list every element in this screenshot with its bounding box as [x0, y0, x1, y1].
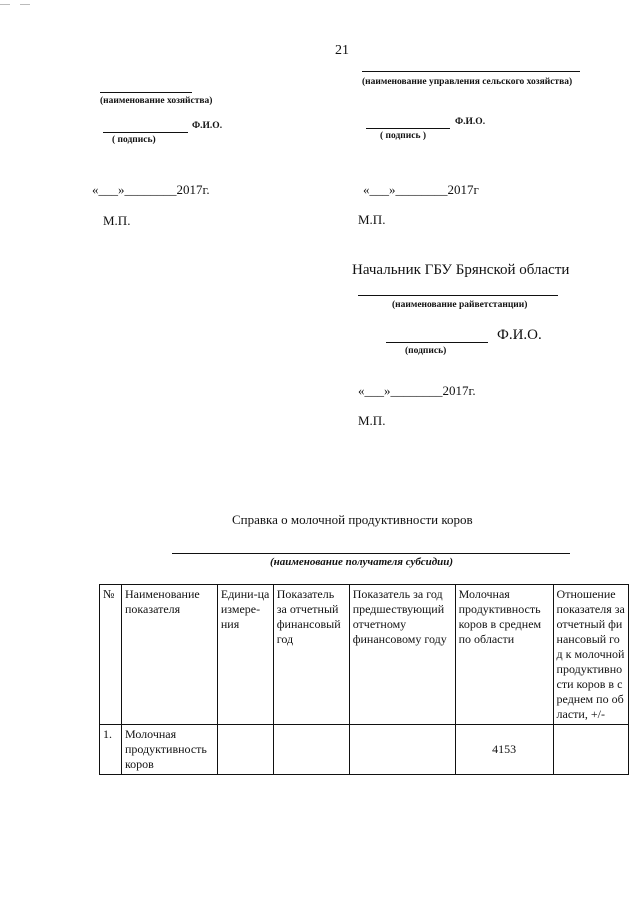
recipient-line: [172, 553, 570, 554]
header-cell: Наименование показателя: [121, 585, 217, 725]
recipient-caption: (наименование получателя субсидии): [270, 556, 454, 568]
vet-sign-caption: (подпись): [405, 346, 447, 356]
table-header-row: [100, 585, 629, 725]
vet-stamp: М.П.: [358, 413, 386, 428]
right-org-caption: (наименование управления сельского хозяйства): [362, 77, 573, 87]
header-cell: Показатель за год предшествующий отчетному финансовому году: [349, 585, 455, 725]
header-cell: №: [100, 585, 122, 725]
table-cell: 4153: [455, 725, 553, 775]
table-cell: Молочная продуктивность коров: [121, 725, 217, 775]
right-fio: Ф.И.О.: [455, 117, 486, 127]
left-fio: Ф.И.О.: [192, 121, 223, 131]
vet-sign-line: [386, 342, 488, 343]
org-line: [100, 92, 192, 93]
productivity-table: [99, 584, 629, 775]
left-date: «___»________2017г.: [92, 182, 210, 197]
vet-fio: Ф.И.О.: [497, 327, 542, 343]
header-cell: Показатель за отчетный финансовый год: [273, 585, 349, 725]
header-cell: Молочная продуктивность коров в среднем по области: [455, 585, 553, 725]
left-sign-line: [103, 132, 188, 133]
corner-mark: [0, 0, 40, 10]
page-number: 21: [335, 43, 349, 58]
left-org-caption: (наименование хозяйства): [100, 96, 213, 106]
vet-org-line: [358, 295, 558, 296]
vet-org-caption: (наименование райветстанции): [392, 300, 528, 310]
table-row: [100, 725, 629, 775]
right-org-line: [362, 71, 580, 72]
right-sign-line: [366, 128, 450, 129]
vet-date: «___»________2017г.: [358, 383, 476, 398]
table-cell: [273, 725, 349, 775]
right-stamp: М.П.: [358, 212, 386, 227]
table-cell: [553, 725, 628, 775]
right-date: «___»________2017г: [363, 182, 479, 197]
left-sign-caption: ( подпись): [112, 135, 156, 145]
header-cell: Отношение показателя за отчетный финансовый год к молочной продуктивности коров в среднем по области, +/-: [553, 585, 628, 725]
doc-title: Справка о молочной продуктивности коров: [232, 512, 473, 527]
header-cell: Едини-ца измере-ния: [217, 585, 273, 725]
right-sign-caption: ( подпись ): [380, 131, 427, 141]
table-cell: [349, 725, 455, 775]
left-stamp: М.П.: [103, 213, 131, 228]
table-cell: 1.: [100, 725, 122, 775]
table-cell: [217, 725, 273, 775]
vet-title: Начальник ГБУ Брянской области: [352, 262, 570, 278]
